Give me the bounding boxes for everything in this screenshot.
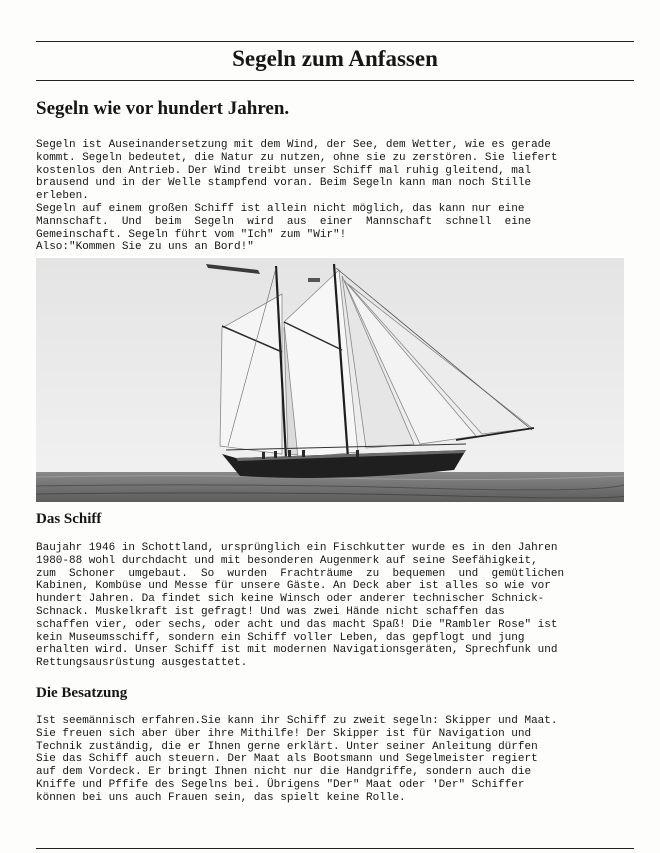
page-title: Segeln zum Anfassen (232, 46, 438, 71)
section-text-ship: Baujahr 1946 in Schottland, ursprünglich ein Fischkutter wurde es in den Jahren 1980-88 wohl durchdacht und mit besonderen Augenmerk auf seine Seefähigkeit, zum Schoner umgebaut. So wurden Frachträume zu bequemen und gemütlichen Kabinen, Kombüse und Messe für unsere Gäste. An Deck aber ist alles so wie vor hundert Jahren. Da findet sich keine Winsch oder anderer technischer Schnick- Schnack. Muskelkraft ist gefragt! Und was zwei Hände nicht schaffen das schaffen vier, oder sechs, oder acht und das macht Spaß! Die "Rambler Rose" ist kein Museumsschiff, sondern ein Schiff voller Leben, das gepflogt und jung erhalten wird. Unser Schiff ist mit modernen Navigationsgeräten, Sprechfunk und Rettungsausrüstung ausgestattet. (36, 542, 565, 670)
title-underline (36, 80, 634, 81)
schooner-photo (36, 258, 624, 502)
top-rule (36, 41, 634, 42)
bottom-rule (36, 848, 634, 849)
section-text-intro: Segeln ist Auseinandersetzung mit dem Wind, der See, dem Wetter, wie es gerade kommt. Segeln bedeutet, die Natur zu nutzen, ohne sie zu zerstören. Sie liefert kostenlos den Antrieb. Der Wind treibt unser Schiff mal ruhig gleitend, mal brausend und in der Welle stampfend voran. Beim Segeln kann man noch Stille erleben. Segeln auf einem großen Schiff ist allein nicht möglich, das kann nur eine Mannschaft. Und beim Segeln wird aus einer Mannschaft schnell eine Gemeinschaft. Segeln führt vom "Ich" zum "Wir"! Also:"Kommen Sie zu uns an Bord!" (36, 139, 558, 254)
section-heading-intro: Segeln wie vor hundert Jahren. (36, 98, 290, 119)
section-heading-ship: Das Schiff (36, 511, 102, 527)
section-text-crew: Ist seemännisch erfahren.Sie kann ihr Schiff zu zweit segeln: Skipper und Maat. Sie freuen sich aber über ihre Mithilfe! Der Skipper ist für Navigation und Technik zuständig, die er Ihnen gerne erklärt. Unter seiner Anleitung dürfen Sie das Schiff auch steuern. Der Maat als Bootsmann und Segelmeister regiert auf dem Vordeck. Er bringt Ihnen nicht nur die Handgriffe, sondern auch die Kniffe und Pffife des Segelns bei. Übrigens "Der" Maat oder 'Der" Schiffer können bei uns auch Frauen sein, das spielt keine Rolle. (36, 715, 558, 804)
section-heading-crew: Die Besatzung (36, 685, 128, 701)
